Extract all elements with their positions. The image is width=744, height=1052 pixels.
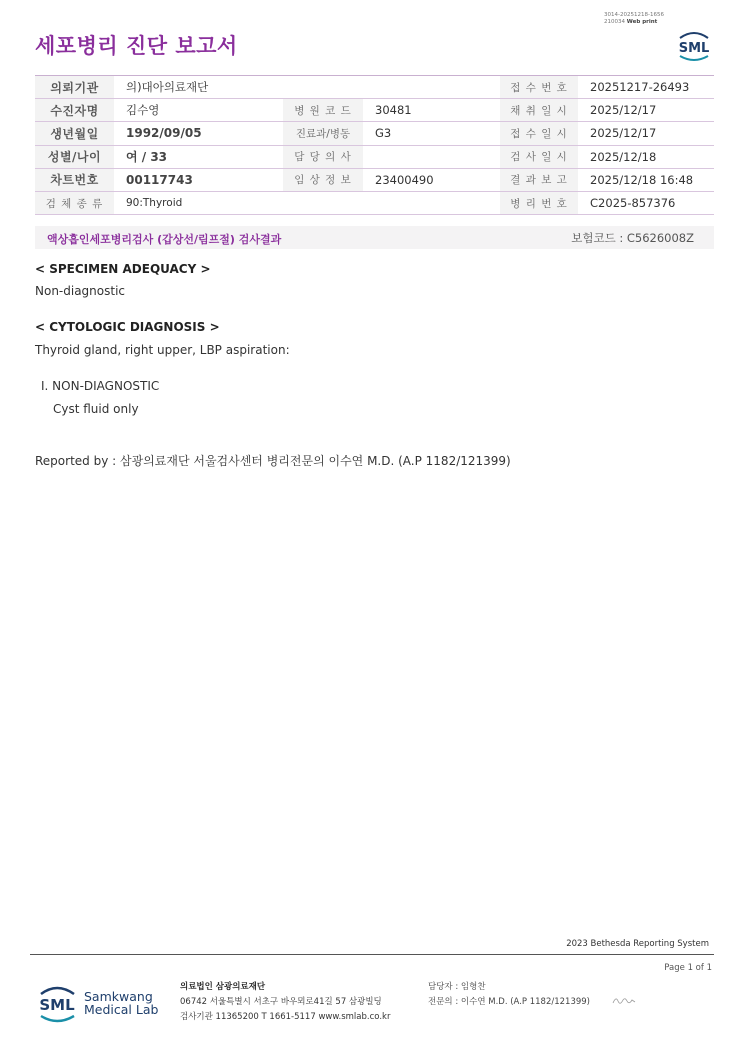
chart-no-label: 차트번호 — [35, 168, 114, 191]
sml-footer-logo-text: SML — [39, 996, 75, 1014]
result-section-title: 액상흡인세포병리검사 (갑상선/림프절) 검사결과 — [47, 233, 282, 246]
print-code-line2: 210034 — [604, 19, 625, 25]
table-row — [35, 145, 714, 168]
adequacy-value: Non-diagnostic — [35, 284, 126, 298]
specialist-label: 전문의 : — [428, 997, 461, 1007]
reporting-system: 2023 Bethesda Reporting System — [566, 939, 709, 949]
collect-date-label: 채 취 일 시 — [500, 99, 578, 122]
table-row — [35, 168, 714, 191]
org-name: 의료법인 삼광의료재단 — [180, 982, 266, 992]
page-title: 세포병리 진단 보고서 — [35, 34, 238, 58]
dept-value: G3 — [363, 122, 500, 145]
specialist-name: 이수연 M.D. (A.P 1182/121399) — [460, 997, 590, 1007]
diagnosis-header: < CYTOLOGIC DIAGNOSIS > — [35, 320, 220, 334]
path-no-value: C2025-857376 — [578, 191, 714, 214]
report-date-value: 2025/12/18 16:48 — [578, 168, 714, 191]
receipt-no-value: 20251217-26493 — [578, 76, 714, 99]
brand-name — [84, 990, 158, 1016]
adequacy-header: < SPECIMEN ADEQUACY > — [35, 262, 211, 276]
doctor-value — [363, 145, 500, 168]
exam-date-value: 2025/12/18 — [578, 145, 714, 168]
specimen-site: Thyroid gland, right upper, LBP aspiration: — [35, 343, 290, 357]
receipt-date-label: 접 수 일 시 — [500, 122, 578, 145]
path-no-label: 병 리 번 호 — [500, 191, 578, 214]
sml-logo-text: SML — [678, 41, 710, 56]
requesting-inst-label: 의뢰기관 — [35, 76, 114, 99]
sex-age-value: 여 / 33 — [114, 145, 283, 168]
page-number: Page 1 of 1 — [664, 963, 712, 973]
brand-line2: Medical Lab — [84, 1002, 159, 1017]
table-row — [35, 76, 714, 99]
insurance-code: 보험코드 : C5626008Z — [571, 231, 694, 245]
patient-name-label: 수진자명 — [35, 99, 114, 122]
reported-by: Reported by : 삼광의료재단 서울검사센터 병리전문의 이수연 M.D. (A.P 1182/121399) — [35, 454, 511, 468]
staff-label: 담당자 : — [428, 982, 461, 992]
dob-label: 생년월일 — [35, 122, 114, 145]
print-code — [604, 12, 664, 26]
staff-info — [428, 980, 590, 1010]
org-info — [180, 980, 390, 1025]
chart-no-value: 00117743 — [114, 168, 283, 191]
sex-age-label: 성별/나이 — [35, 145, 114, 168]
footer-divider — [30, 954, 714, 955]
org-contact: 검사기관 11365200 T 1661-5117 www.smlab.co.kr — [180, 1012, 391, 1022]
diagnosis-category: I. NON-DIAGNOSTIC — [41, 379, 160, 393]
report-date-label: 결 과 보 고 — [500, 168, 578, 191]
hospital-code-label: 병 원 코 드 — [283, 99, 363, 122]
table-row — [35, 191, 714, 214]
table-row — [35, 99, 714, 122]
print-code-line1: 3014-20251218-1656 — [604, 12, 664, 18]
org-address: 06742 서울특별시 서초구 바우뫼로41길 57 삼광빌딩 — [180, 997, 382, 1007]
result-section-bar — [35, 226, 714, 249]
clinical-info-label: 임 상 정 보 — [283, 168, 363, 191]
patient-name-value: 김수영 — [114, 99, 283, 122]
receipt-no-label: 접 수 번 호 — [500, 76, 578, 99]
sml-logo-icon — [672, 28, 716, 64]
brand-line1: Samkwang — [84, 989, 153, 1004]
exam-date-label: 검 사 일 시 — [500, 145, 578, 168]
web-print-label: Web print — [626, 19, 658, 25]
staff-name: 임형찬 — [460, 982, 486, 992]
signature-icon — [612, 995, 636, 1005]
specimen-type-label: 검 체 종 류 — [35, 191, 114, 214]
patient-info-table — [35, 75, 714, 215]
specimen-type-value: 90:Thyroid — [114, 191, 500, 214]
requesting-inst-value: 의)대아의료재단 — [114, 76, 500, 99]
collect-date-value: 2025/12/17 — [578, 99, 714, 122]
dept-label: 진료과/병동 — [283, 122, 363, 145]
clinical-info-value: 23400490 — [363, 168, 500, 191]
diagnosis-detail: Cyst fluid only — [53, 402, 139, 416]
hospital-code-value: 30481 — [363, 99, 500, 122]
dob-value: 1992/09/05 — [114, 122, 283, 145]
doctor-label: 담 당 의 사 — [283, 145, 363, 168]
receipt-date-value: 2025/12/17 — [578, 122, 714, 145]
table-row — [35, 122, 714, 145]
sml-footer-logo-icon — [35, 980, 80, 1026]
